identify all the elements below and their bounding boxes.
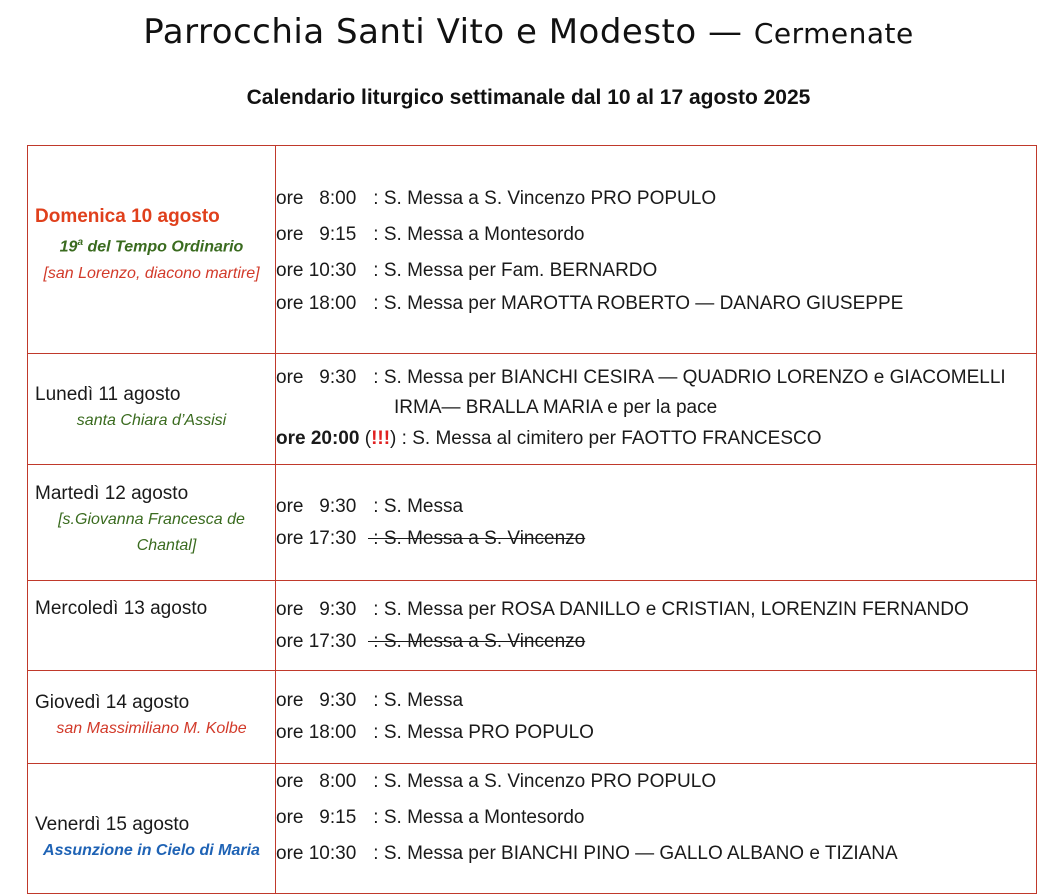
parish-name: Parrocchia Santi Vito e Modesto [143, 12, 697, 52]
day-row-sunday [28, 146, 1037, 354]
mass-line: ore 9:30 : S. Messa per ROSA DANILLO e CRISTIAN, LORENZIN FERNANDO [276, 598, 969, 620]
day-cell [28, 465, 276, 581]
parish-place: Cermenate [753, 17, 914, 50]
day-name: Giovedì 14 agosto [35, 692, 190, 713]
masses-cell [276, 146, 1037, 354]
mass-line: ore 9:30 : S. Messa [276, 690, 464, 711]
liturgical-week: 19$^a$ del Tempo Ordinario [59, 237, 244, 256]
mass-line-cancelled: ore 17:30 : S. Messa a S. Vincenzo [276, 527, 586, 549]
day-row-friday [28, 764, 1037, 894]
mass-line: ore 8:00 : S. Messa a S. Vincenzo PRO POPULO [276, 771, 717, 792]
attention-marker: !!! [371, 428, 391, 449]
day-name: Domenica 10 agosto [35, 206, 220, 228]
day-cell [28, 764, 276, 894]
mass-line: ore 9:30 : S. Messa per BIANCHI CESIRA — QUADRIO LORENZO e GIACOMELLI [276, 367, 1006, 388]
mass-line: ore 10:30 : S. Messa per BIANCHI PINO — GALLO ALBANO e TIZIANA [276, 843, 898, 864]
day-name: Venerdì 15 agosto [35, 814, 190, 835]
day-cell [28, 671, 276, 764]
masses-cell [276, 354, 1037, 465]
liturgical-calendar-table [27, 145, 1037, 894]
day-cell [28, 354, 276, 465]
masses-cell [276, 764, 1037, 894]
saint-of-day: [san Lorenzo, diacono martire] [43, 264, 260, 282]
masses-cell [276, 581, 1037, 671]
mass-line: ore 9:30 : S. Messa [276, 495, 464, 517]
day-name: Lunedì 11 agosto [35, 384, 181, 405]
calendar-subtitle: Calendario liturgico settimanale dal 10 al 17 agosto 2025 [246, 86, 811, 109]
day-cell [28, 146, 276, 354]
mass-line: ore 18:00 : S. Messa PRO POPULO [276, 722, 594, 743]
saint-of-day: san Massimiliano M. Kolbe [56, 720, 247, 737]
day-cell [28, 581, 276, 671]
mass-line-evening: ore 20:00 (!!!) : S. Messa al cimitero per FAOTTO FRANCESCO [276, 428, 822, 449]
masses-cell [276, 465, 1037, 581]
saint-of-day: [s.Giovanna Francesca de Chantal] [58, 510, 245, 554]
mass-line-cancelled: ore 17:30 : S. Messa a S. Vincenzo [276, 630, 586, 652]
day-row-thursday [28, 671, 1037, 764]
masses-cell [276, 671, 1037, 764]
day-row-tuesday [28, 465, 1037, 581]
mass-line: ore 9:15 : S. Messa a Montesordo [276, 807, 585, 828]
day-name: Martedì 12 agosto [35, 482, 189, 504]
day-name: Mercoledì 13 agosto [35, 597, 208, 619]
mass-line-continuation: IRMA— BRALLA MARIA e per la pace [394, 397, 718, 418]
day-row-monday [28, 354, 1037, 465]
feast-of-day: Assunzione in Cielo di Maria [43, 842, 260, 859]
parish-title [0, 12, 1057, 52]
mass-line: ore 18:00 : S. Messa per MAROTTA ROBERTO — DANARO GIUSEPPE [276, 292, 904, 314]
mass-line: ore 10:30 : S. Messa per Fam. BERNARDO [276, 259, 658, 281]
title-separator: — [696, 12, 754, 52]
mass-line: ore 9:15 : S. Messa a Montesordo [276, 223, 585, 245]
day-row-wednesday [28, 581, 1037, 671]
saint-of-day: santa Chiara d’Assisi [76, 412, 227, 429]
mass-line: ore 8:00 : S. Messa a S. Vincenzo PRO POPULO [276, 187, 717, 209]
